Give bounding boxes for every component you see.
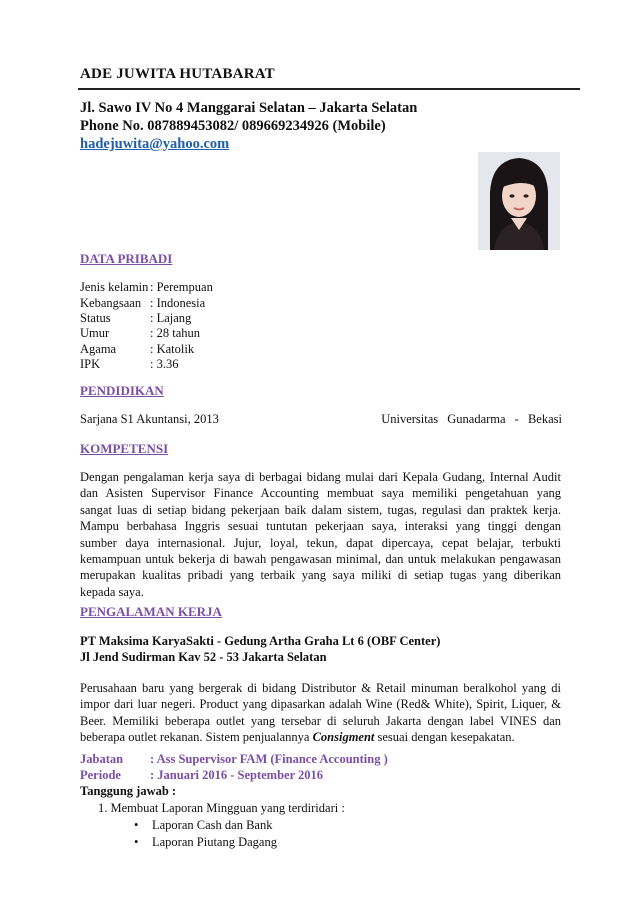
kompetensi-paragraph [80, 469, 561, 600]
bullet-icon: • [134, 818, 139, 832]
degree: Sarjana S1 Akuntansi, 2013 [80, 412, 219, 426]
personal-value: : 3.36 [150, 357, 179, 371]
personal-value: : Indonesia [150, 296, 206, 310]
paragraph-line: Dengan pengalaman kerja saya di berbagai bidang mulai dari Kepala Gudang, Internal Audit [80, 470, 561, 484]
jabatan-label: Jabatan [80, 752, 124, 766]
personal-label: Kebangsaan [80, 296, 142, 310]
personal-value: : 28 tahun [150, 326, 200, 340]
jabatan-row [80, 752, 388, 767]
applicant-name: ADE JUWITA HUTABARAT [80, 66, 275, 82]
paragraph-line: dan Asisten Supervisor Finance Accounting membuat saya memiliki pengetahuan yang [80, 486, 561, 501]
personal-label: IPK [80, 357, 101, 371]
education-row [80, 412, 562, 427]
personal-value: : Perempuan [150, 280, 213, 294]
paragraph-line: Beer. Memiliki beberapa outlet yang tersebar di seluruh Jakarta dengan label VINES dan [80, 713, 561, 728]
paragraph-line: kepada saya. [80, 584, 144, 599]
personal-row [80, 311, 191, 326]
periode-row [80, 768, 323, 783]
periode-value: : Januari 2016 - September 2016 [150, 768, 324, 782]
company-name: PT Maksima KaryaSakti - Gedung Artha Graha Lt 6 (OBF Center) [80, 634, 441, 648]
heading-kompetensi: KOMPETENSI [80, 441, 169, 456]
bullet-icon: • [134, 835, 139, 849]
company-address: Jl Jend Sudirman Kav 52 - 53 Jakarta Selatan [80, 650, 327, 664]
header-divider [78, 88, 580, 90]
text-span: beberapa outlet rekanan. Sistem penjualannya [80, 730, 313, 745]
bullet-item [134, 835, 277, 850]
heading-pengalaman-kerja: PENGALAMAN KERJA [80, 604, 222, 619]
tanggung-jawab-label: Tanggung jawab : [80, 784, 177, 798]
text-span: sesuai dengan kesepakatan. [374, 730, 515, 745]
person-photo-icon [478, 152, 560, 250]
paragraph-line: merupakan kualitas pribadi yang terbaik yang saya miliki di setiap tugas yang diberikan [80, 568, 561, 583]
profile-photo [478, 152, 560, 250]
personal-value: : Katolik [150, 342, 195, 356]
bullet-text: Laporan Cash dan Bank [152, 818, 273, 832]
personal-label: Umur [80, 326, 110, 340]
paragraph-line: Perusahaan baru yang bergerak di bidang Distributor & Retail minuman beralkohol yang di [80, 681, 561, 695]
email-link[interactable]: hadejuwita@yahoo.com [80, 136, 230, 152]
paragraph-line: Mampu berbahasa Inggris sesuai tuntutan pekerjaan saya, interaksi yang tinggi dengan [80, 519, 561, 534]
paragraph-line: impor dari luar negeri. Product yang dipasarkan adalah Wine (Red& White), Spirit, Liquer, & [80, 697, 561, 712]
company-description [80, 680, 561, 746]
task-item: 1. Membuat Laporan Mingguan yang terdiridari : [98, 801, 345, 815]
personal-row [80, 342, 194, 357]
school: Universitas Gunadarma - Bekasi [381, 412, 562, 426]
personal-row [80, 280, 213, 295]
heading-pendidikan: PENDIDIKAN [80, 383, 164, 398]
paragraph-line: kemampuan untuk bekerja di bawah pengawasan minimal, dan untuk melakukan pengawasan [80, 552, 561, 567]
personal-row [80, 296, 205, 311]
paragraph-line [80, 729, 561, 745]
bullet-item [134, 818, 272, 833]
paragraph-line: sangat luas di setiap bidang pekerjaan baik dalam sistem, tugas, regulasi dan praktek kerja. [80, 502, 561, 517]
jabatan-value: : Ass Supervisor FAM (Finance Accounting ) [150, 752, 388, 766]
address: Jl. Sawo IV No 4 Manggarai Selatan – Jakarta Selatan [80, 100, 418, 116]
paragraph-line: sumber daya internasional. Jujur, loyal, tekun, dapat dipercaya, cepat belajar, terbukti [80, 535, 561, 550]
personal-label: Agama [80, 342, 117, 356]
periode-label: Periode [80, 768, 121, 782]
personal-value: : Lajang [150, 311, 192, 325]
emphasis-consigment: Consigment [312, 730, 375, 745]
personal-row [80, 326, 200, 341]
personal-label: Status [80, 311, 111, 325]
bullet-text: Laporan Piutang Dagang [152, 835, 277, 849]
phone: Phone No. 087889453082/ 089669234926 (Mobile) [80, 118, 386, 134]
personal-row [80, 357, 178, 372]
personal-label: Jenis kelamin [80, 280, 149, 294]
heading-data-pribadi: DATA PRIBADI [80, 251, 173, 266]
